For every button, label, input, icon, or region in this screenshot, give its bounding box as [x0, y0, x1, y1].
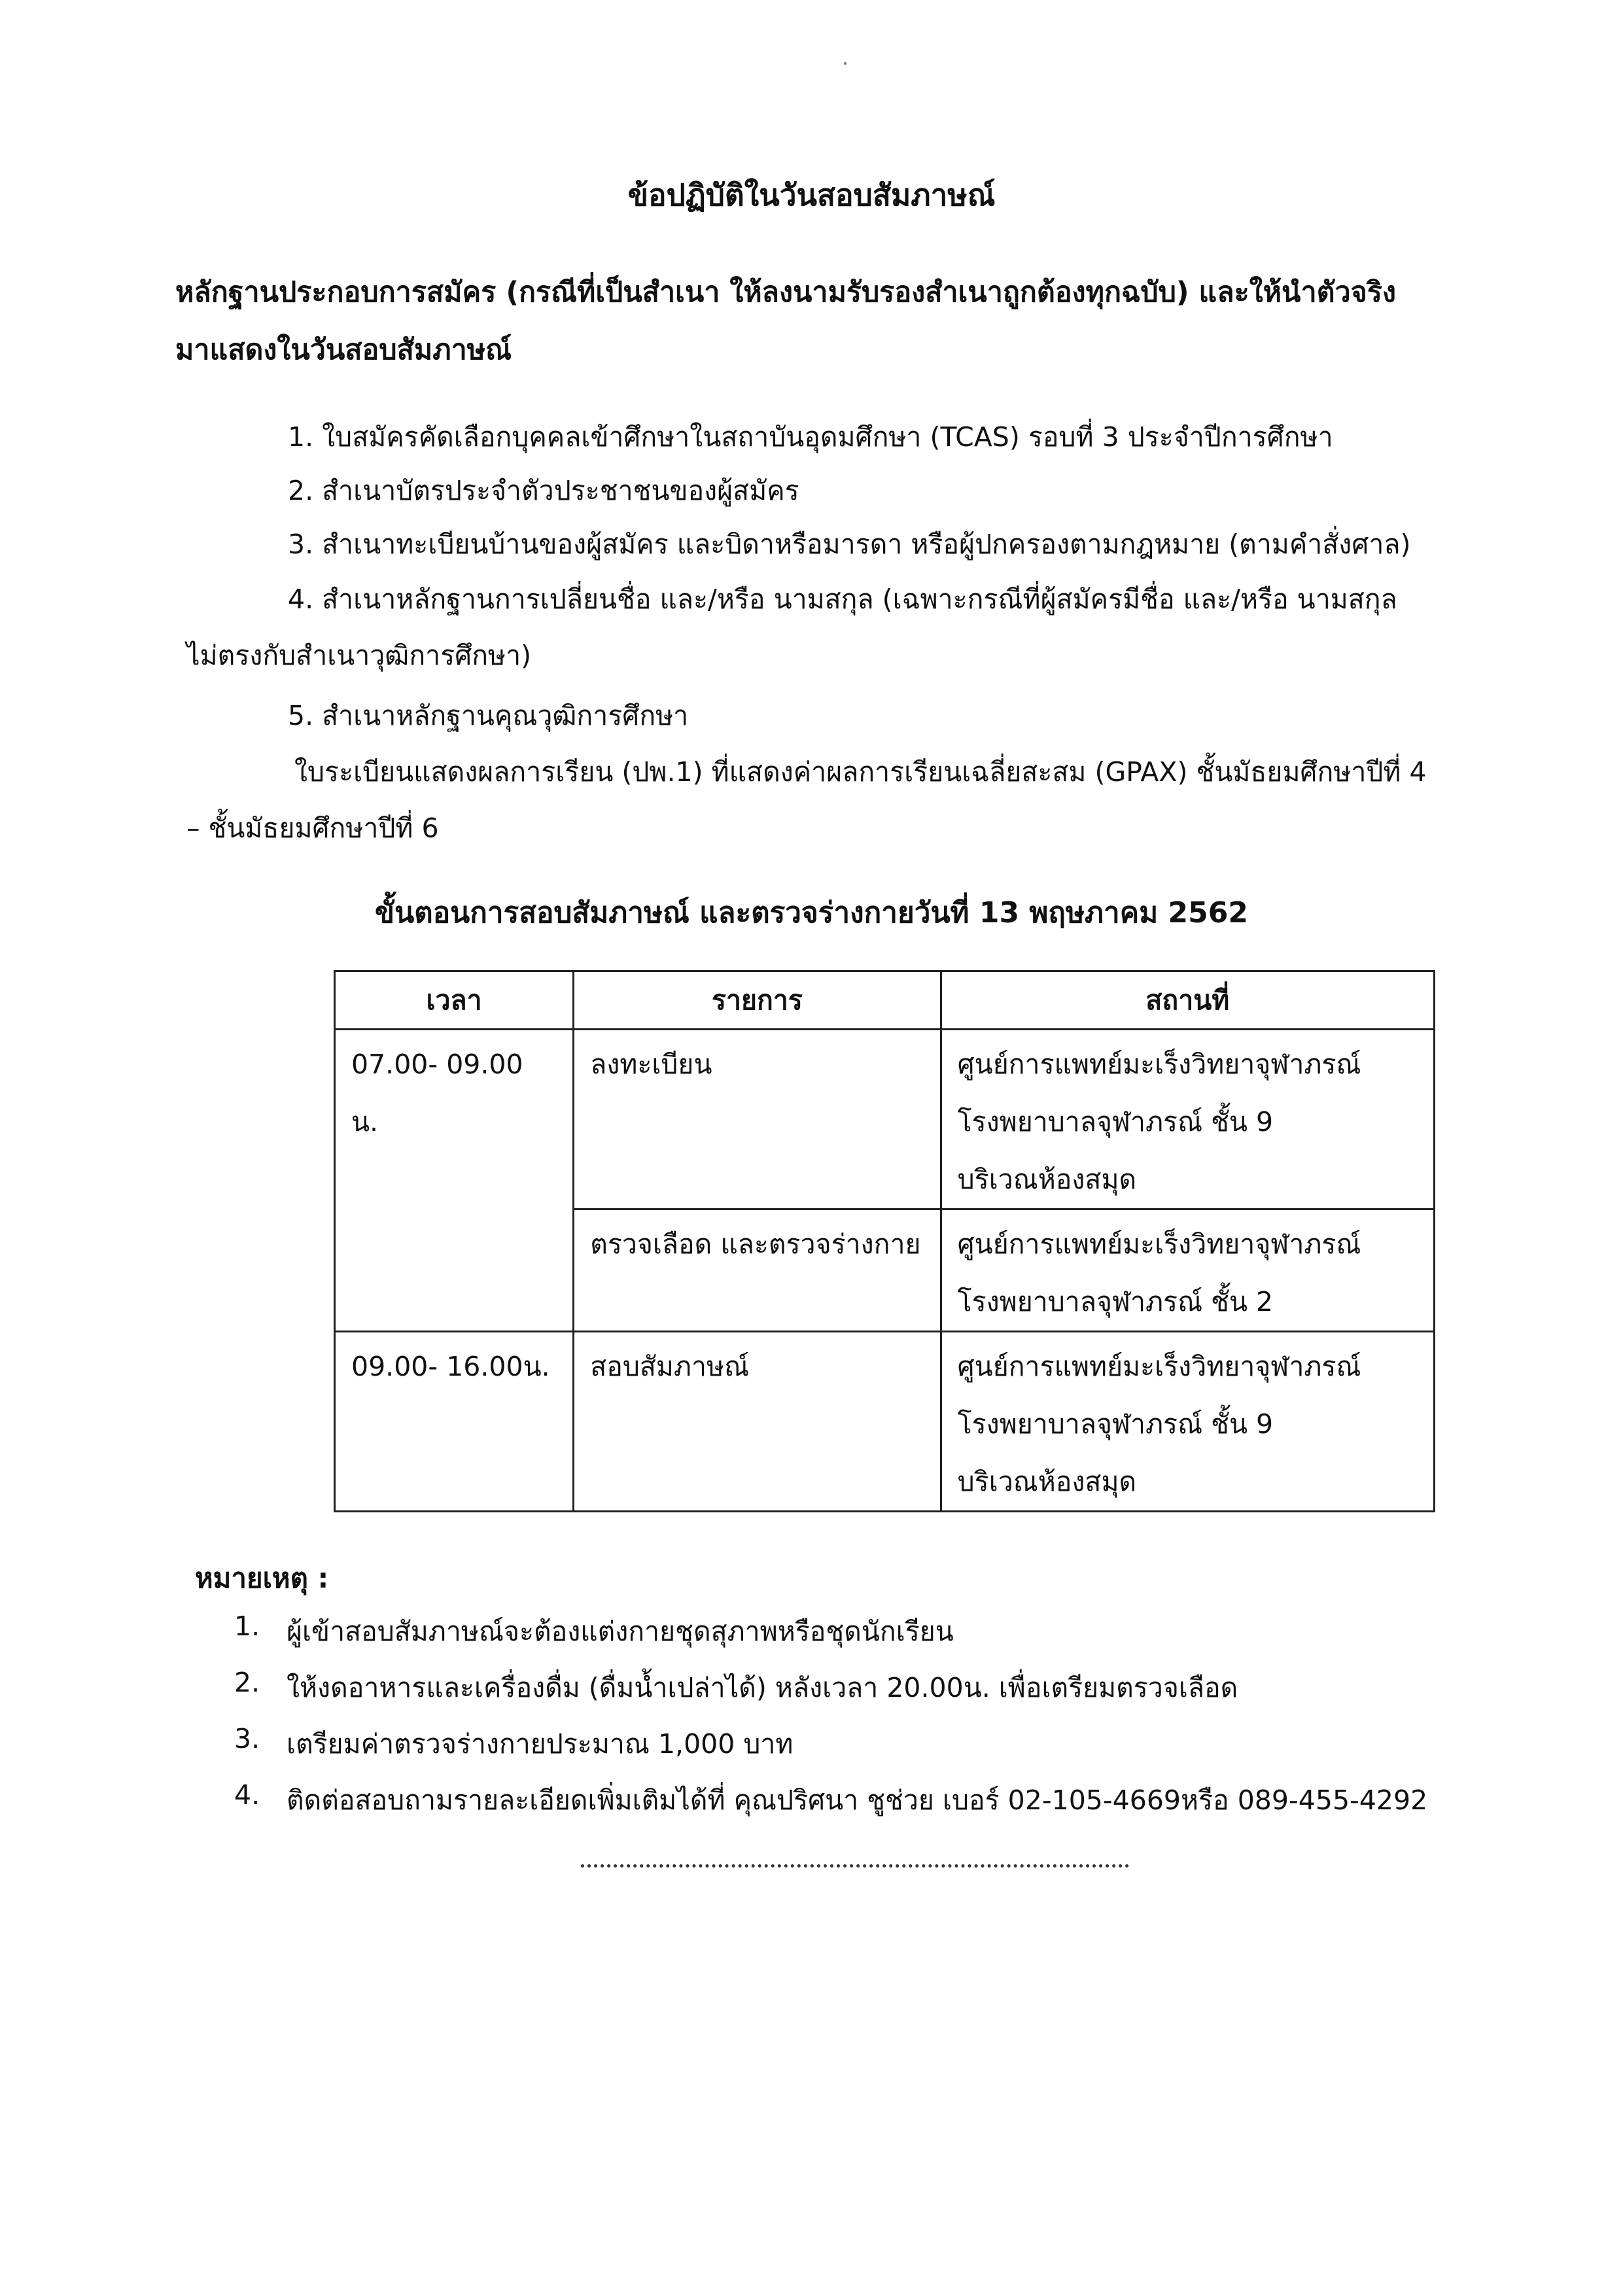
time-cell: 07.00- 09.00 น. [335, 1030, 574, 1332]
intro-line-2: มาแสดงในวันสอบสัมภาษณ์ [175, 334, 512, 366]
note-text: เตรียมค่าตรวจร่างกายประมาณ 1,000 บาท [287, 1728, 794, 1760]
place-line: บริเวณห้องสมุด [957, 1466, 1137, 1497]
header-place: สถานที่ [941, 971, 1434, 1030]
place-cell [941, 1030, 1434, 1209]
place-line: บริเวณห้องสมุด [957, 1164, 1137, 1195]
place-line: โรงพยาบาลจุฬาภรณ์ ชั้น 2 [957, 1286, 1274, 1317]
table-row [335, 1332, 1435, 1512]
intro-line-1: หลักฐานประกอบการสมัคร (กรณีที่เป็นสำเนา ให้ลงนามรับรองสำเนาถูกต้องทุกฉบับ) และให้นำตัวจริง [175, 276, 1396, 309]
schedule-heading: ขั้นตอนการสอบสัมภาษณ์ และตรวจร่างกายวันที่ 13 พฤษภาคม 2562 [375, 896, 1248, 930]
note-number: 4. [234, 1779, 260, 1811]
item-cell: สอบสัมภาษณ์ [574, 1332, 941, 1512]
place-line: ศูนย์การแพทย์มะเร็งวิทยาจุฬาภรณ์ [957, 1049, 1361, 1080]
note-text: ผู้เข้าสอบสัมภาษณ์จะต้องแต่งกายชุดสุภาพหรือชุดนักเรียน [287, 1616, 954, 1647]
page-title: ข้อปฏิบัติในวันสอบสัมภาษณ์ [627, 177, 996, 213]
document-item-2: 2. สำเนาบัตรประจำตัวประชาชนของผู้สมัคร [288, 475, 799, 506]
note-number: 2. [234, 1667, 260, 1698]
time-cell: 09.00- 16.00น. [335, 1332, 574, 1512]
document-item-5-detail-line-1: ใบระเบียนแสดงผลการเรียน (ปพ.1) ที่แสดงค่าผลการเรียนเฉลี่ยสะสม (GPAX) ชั้นมัธยมศึกษาปีที่ 4 [294, 756, 1427, 788]
document-item-4-line-2: ไม่ตรงกับสำเนาวุฒิการศึกษา) [186, 640, 532, 671]
item-cell: ลงทะเบียน [574, 1030, 941, 1209]
table-row [335, 1030, 1435, 1209]
document-item-5-detail-line-2: – ชั้นมัธยมศึกษาปีที่ 6 [186, 812, 439, 844]
table-header-row [335, 971, 1435, 1030]
document-item-5: 5. สำเนาหลักฐานคุณวุฒิการศึกษา [288, 700, 689, 731]
place-cell [941, 1332, 1434, 1512]
document-item-4-line-1: 4. สำเนาหลักฐานการเปลี่ยนชื่อ และ/หรือ นามสกุล (เฉพาะกรณีที่ผู้สมัครมีชื่อ และ/หรือ นามสกุล [288, 583, 1397, 615]
header-item: รายการ [574, 971, 941, 1030]
document-item-3: 3. สำเนาทะเบียนบ้านของผู้สมัคร และบิดาหรือมารดา หรือผู้ปกครองตามกฎหมาย (ตามคำสั่งศาล) [288, 529, 1411, 560]
document-item-1: 1. ใบสมัครคัดเลือกบุคคลเข้าศึกษาในสถาบันอุดมศึกษา (TCAS) รอบที่ 3 ประจำปีการศึกษา [288, 421, 1333, 453]
note-number: 1. [234, 1610, 260, 1642]
schedule-table [334, 970, 1435, 1512]
place-line: ศูนย์การแพทย์มะเร็งวิทยาจุฬาภรณ์ [957, 1228, 1361, 1260]
notes-title: หมายเหตุ : [195, 1562, 329, 1594]
place-cell [941, 1209, 1434, 1332]
scan-speck [844, 62, 846, 65]
note-number: 3. [234, 1723, 260, 1754]
place-line: ศูนย์การแพทย์มะเร็งวิทยาจุฬาภรณ์ [957, 1351, 1361, 1382]
place-line: โรงพยาบาลจุฬาภรณ์ ชั้น 9 [957, 1106, 1274, 1138]
note-text: ติดต่อสอบถามรายละเอียดเพิ่มเติมได้ที่ คุณปริศนา ชูช่วย เบอร์ 02-105-4669หรือ 089-455-4292 [287, 1784, 1428, 1816]
item-cell: ตรวจเลือด และตรวจร่างกาย [574, 1209, 941, 1332]
note-text: ให้งดอาหารและเครื่องดื่ม (ดื่มน้ำเปล่าได้) หลังเวลา 20.00น. เพื่อเตรียมตรวจเลือด [287, 1672, 1238, 1703]
dotted-divider [581, 1864, 1129, 1868]
place-line: โรงพยาบาลจุฬาภรณ์ ชั้น 9 [957, 1408, 1274, 1440]
header-time: เวลา [335, 971, 574, 1030]
